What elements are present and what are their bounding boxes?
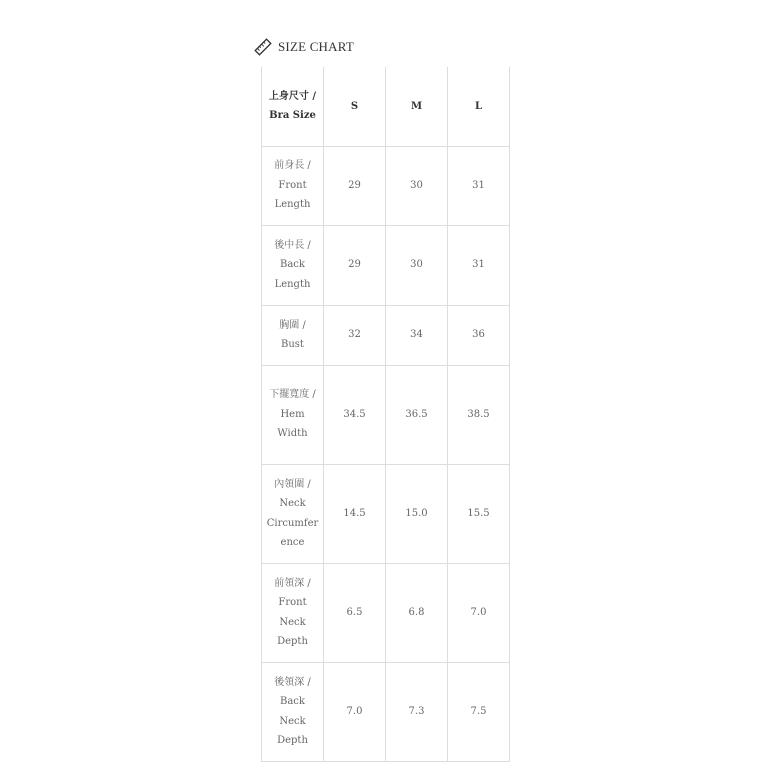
value-cell-m: 30 [386,146,448,225]
row-label-cell [262,225,324,305]
table-header-row [262,67,510,146]
size-header-s: S [324,67,386,146]
value-cell-l: 31 [448,225,510,305]
header-label-zh: 上身尺寸 / [268,90,317,102]
value-cell-m: 34 [386,305,448,365]
value-cell-l: 36 [448,305,510,365]
row-label-en: Back Length [274,259,311,290]
size-chart-title: SIZE CHART [278,39,354,54]
table-row [262,146,510,225]
value-cell-s: 34.5 [324,365,386,464]
size-header-m: M [386,67,448,146]
row-label-cell [262,662,324,761]
table-row [262,563,510,662]
row-label-zh: 前領深 / [274,577,311,589]
row-label-cell [262,464,324,563]
table-row [262,662,510,761]
value-cell-l: 15.5 [448,464,510,563]
value-cell-m: 15.0 [386,464,448,563]
row-label-en: Front Neck Depth [277,597,308,647]
value-cell-s: 32 [324,305,386,365]
row-label-en: Front Length [274,179,311,211]
row-label-zh: 後中長 / [274,239,311,251]
value-cell-m: 6.8 [386,563,448,662]
value-cell-m: 36.5 [386,365,448,464]
value-cell-s: 7.0 [324,662,386,761]
header-label-cell [262,67,324,146]
value-cell-l: 7.5 [448,662,510,761]
row-label-en: Bust [281,339,304,350]
size-header-l: L [448,67,510,146]
row-label-en: Hem Width [277,408,308,440]
header-label-en: Bra Size [269,110,316,122]
table-row [262,305,510,365]
value-cell-s: 29 [324,225,386,305]
table-row [262,225,510,305]
ruler-icon [254,38,272,56]
row-label-zh: 下擺寬度 / [269,389,316,401]
value-cell-l: 38.5 [448,365,510,464]
size-chart-table [261,67,510,762]
row-label-cell [262,146,324,225]
value-cell-s: 29 [324,146,386,225]
row-label-zh: 後領深 / [274,676,311,688]
table-row [262,365,510,464]
row-label-cell [262,563,324,662]
value-cell-m: 30 [386,225,448,305]
row-label-cell [262,305,324,365]
value-cell-l: 31 [448,146,510,225]
table-row [262,464,510,563]
row-label-en: Neck Circumference [266,498,319,548]
value-cell-s: 14.5 [324,464,386,563]
size-chart-header [254,36,354,58]
value-cell-m: 7.3 [386,662,448,761]
value-cell-l: 7.0 [448,563,510,662]
row-label-zh: 前身長 / [274,160,311,172]
row-label-zh: 內領圍 / [274,478,311,490]
row-label-en: Back Neck Depth [277,696,308,746]
row-label-zh: 胸圍 / [279,319,306,331]
value-cell-s: 6.5 [324,563,386,662]
row-label-cell [262,365,324,464]
